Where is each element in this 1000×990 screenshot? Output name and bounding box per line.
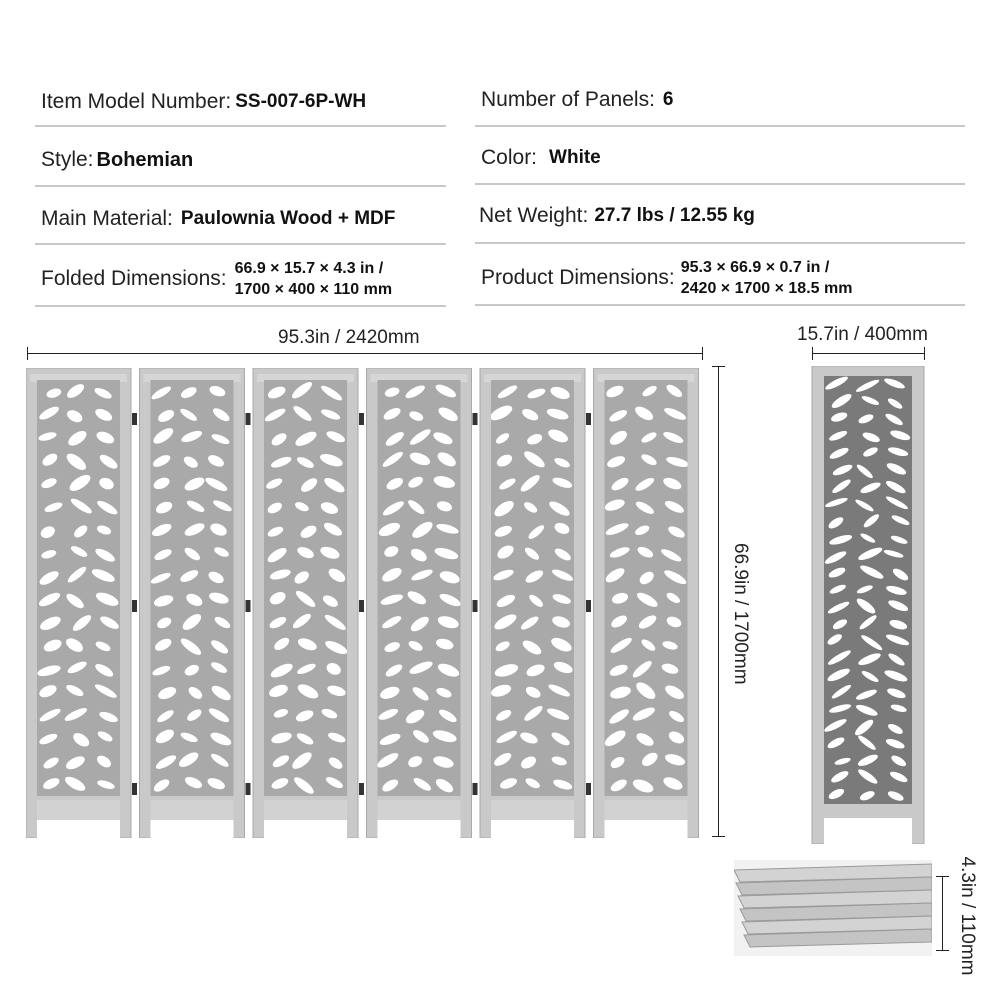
hinge [473,783,478,795]
screen-panel [140,368,251,838]
hinge [586,413,591,425]
screen-panel [594,368,699,838]
panel-leg-gap [37,820,120,838]
hinge [132,600,137,612]
screen-panel [367,368,478,838]
spec-material-label: Main Material: [41,206,173,230]
panel-leg-gap [264,820,347,838]
spec-style-label: Style: [41,148,94,171]
panel-bottom-rail [491,800,574,820]
panel-bottom-rail [605,800,688,820]
spec-color-value: White [549,147,601,168]
hinge [246,600,251,612]
side-width-dimension-line [812,353,925,354]
side-width-tick-right [924,347,925,360]
screen-panel [26,368,137,838]
panel-leg-gap [491,820,574,838]
room-divider-side-view [810,366,926,844]
hinge [132,783,137,795]
room-divider-front-view [26,368,706,838]
spec-material [35,194,446,245]
width-dimension-line [27,353,703,354]
thickness-tick-top [936,876,949,877]
spec-style-value: Bohemian [96,148,194,171]
spec-color-label: Color: [481,146,538,169]
hinge [246,783,251,795]
spec-model [35,78,446,127]
hinge [132,413,137,425]
spec-model-value: SS-007-6P-WH [235,90,367,112]
spec-model-label: Item Model Number: [41,89,232,113]
side-width-dimension-label: 15.7in / 400mm [797,324,928,345]
spec-product-value-line1: 95.3 × 66.9 × 0.7 in / [680,258,830,276]
thickness-tick-bottom [936,950,949,951]
screen-panel [253,368,364,838]
width-dimension-label: 95.3in / 2420mm [278,327,420,348]
hinge [359,413,364,425]
spec-folded-value-line1: 66.9 × 15.7 × 4.3 in / [234,259,384,277]
side-panel-illustration [810,366,926,844]
folded-stack-illustration [734,860,932,956]
height-dimension-tick-top [712,366,725,367]
panel-bottom-rail [264,800,347,820]
hinge [359,783,364,795]
spec-product-value [681,257,853,299]
spec-material-value: Paulownia Wood + MDF [180,207,396,229]
height-dimension-line [718,366,719,837]
room-divider-illustration [26,368,706,838]
spec-weight-label: Net Weight: [479,204,589,227]
hinge [586,783,591,795]
hinge [473,413,478,425]
height-dimension-tick-bottom [712,836,725,837]
hinge [473,600,478,612]
thickness-dimension-label: 4.3in / 110mm [957,856,978,976]
hinge [359,600,364,612]
spec-style [35,135,446,187]
spec-color [475,133,965,185]
panel-bottom-rail [151,800,234,820]
panel-leg-gap [151,820,234,838]
spec-folded-value-line2: 1700 × 400 × 110 mm [234,280,393,298]
hinge [246,413,251,425]
side-panel-leg-gap [824,818,912,844]
spec-panels-value: 6 [662,88,674,110]
hinge [586,600,591,612]
spec-panels [475,74,965,127]
side-width-tick-left [812,347,813,360]
width-dimension-tick-right [702,347,703,360]
spec-product [475,251,965,306]
panel-bottom-rail [37,800,120,820]
height-dimension-label: 66.9in / 1700mm [730,543,751,685]
panel-bottom-rail [378,800,461,820]
spec-weight [475,190,965,244]
spec-product-value-line2: 2420 × 1700 × 18.5 mm [680,279,853,297]
width-dimension-tick-left [27,347,28,360]
folded-stack-view [734,860,932,956]
spec-folded-value [235,258,392,300]
panel-leg-gap [378,820,461,838]
panel-leg-gap [605,820,688,838]
spec-folded [35,252,446,307]
spec-panels-label: Number of Panels: [481,87,655,111]
spec-product-label: Product Dimensions: [481,265,675,289]
thickness-dimension-line [942,876,943,951]
screen-panel [480,368,591,838]
spec-folded-label: Folded Dimensions: [41,266,227,290]
spec-weight-value: 27.7 lbs / 12.55 kg [594,205,755,226]
